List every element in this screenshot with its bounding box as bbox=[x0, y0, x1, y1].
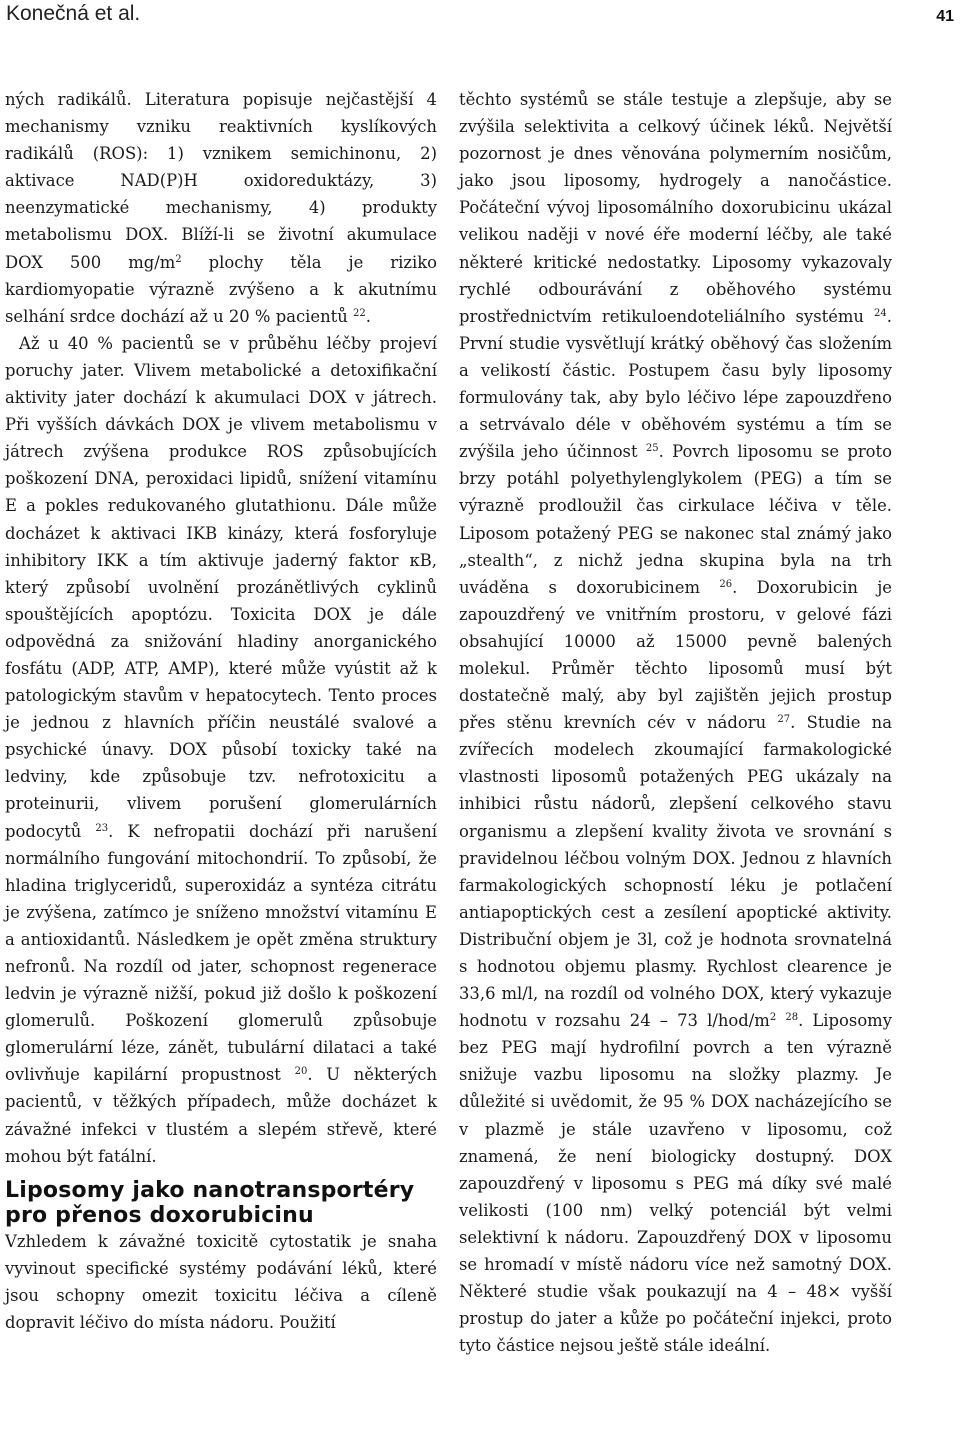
running-title: Konečná et al. bbox=[6, 2, 141, 25]
citation-20: 20 bbox=[294, 1066, 308, 1078]
paragraph-liposomal-doxorubicin: těchto systémů se stále testuje a zlepšuje, aby se zvýšila selektivita a celkový účinek léků. Největší pozornost je dnes věnována polymerním nosičům, jako jsou liposomy, hydrogely a nanočástice. Počáteční vývoj liposomálního doxorubicinu ukázal velikou naději v nové éře moderní léčby, ale také některé kritické nedostatky. Liposomy vykazovaly rychlé odbourávání z oběhového systému prostřednictvím retikuloendoteliálního systému $^{24}$. První studie vysvětlují krátký oběhový čas složením a velikostí částic. Postupem času byly liposomy formulovány tak, aby bylo léčivo lépe zapouzdřeno a setrvávalo déle v oběhovém systému a tím se zvýšila jeho účinnost $^{25}$. Povrch liposomu se proto brzy potáhl polyethylenglykolem (PEG) a tím se výrazně prodloužil čas cirkulace léčiva v těle. Liposom potažený PEG se nakonec stal známý jako „stealth“, z nichž jedna skupina byla na trh uváděna s doxorubicinem $^{26}$. Doxorubicin je zapouzdřený ve vnitřním prostoru, v gelové fázi obsahující 10000 až 15000 pevně balených molekul. Průměr těchto liposomů musí být dostatečně malý, aby byl zajištěn jejich prostup přes stěnu krevních cév v nádoru $^{27}$. Studie na zvířecích modelech zkoumající farmakologické vlastnosti liposomů potažených PEG ukázaly na inhibici růstu nádorů, zlepšení celkového stavu organismu a zlepšení kvality života ve srovnání s pravidelnou léčbou volným DOX. Jednou z hlavních farmakologických schopností léku je potlačení antiapoptických cest a zesílení apoptické aktivity. Distribuční objem je 3l, což je hodnota srovnatelná s hodnotou objemu plasmy. Rychlost clearence je 33,6 ml/l, na rozdíl od volného DOX, který vykazuje hodnotu v rozsahu 24 – 73 $l/hod/m^2$ $^{28}$. Liposomy bez PEG mají hydrofilní povrch a ten výrazně snižuje vazbu liposomu na složky plazmy. Je důležité si uvědomit, že 95 % DOX nacházejícího se v plazmě je stále uzavřeno v liposomu, což znamená, že není biologicky dostupný. DOX zapouzdřený v liposomu s PEG má díky své malé velikosti (100 nm) velký potenciál být velmi selektivní k nádoru. Zapouzdřený DOX v liposomu se hromadí v místě nádoru více než samotný DOX. Některé studie však poukazují na 4 – 48× vyšší prostup do jater a kůže po počáteční injekci, proto tyto částice nejsou ještě stále ideální. bbox=[459, 90, 893, 1356]
paragraph-liver-kidney-toxicity: Až u 40 % pacientů se v průběhu léčby projeví poruchy jater. Vlivem metabolické a detoxifikační aktivity jater dochází k akumulaci DOX v játrech. Při vyšších dávkách DOX je vlivem metabolismu v játrech zvýšena produkce ROS způsobujících poškození DNA, peroxidaci lipidů, snížení vitamínu E a pokles redukovaného glutathionu. Dále může docházet k aktivaci IKB kinázy, která fosforyluje inhibitory IKK a tím aktivuje jaderný faktor κB, který způsobí uvolnění prozánětlivých cyklinů spouštějících apoptózu. Toxicita DOX je dále odpovědná za snižování hladiny anorganického fosfátu (ADP, ATP, AMP), které může vyústit až k patologickým stavům v hepatocytech. Tento proces je jednou z hlavních příčin neustálé svalové a psychické únavy. DOX působí toxicky také na ledviny, kde způsobuje tzv. nefrotoxicitu a proteinurii, vlivem porušení glomerulárních podocytů $^{23}$. K nefropatii dochází při narušení normálního fungování mitochondrií. To způsobí, že hladina triglyceridů, superoxidáz a syntéza citrátu je zvýšena, zatímco je sníženo množství vitamínu E a antioxidantů. Následkem je opět změna struktury nefronů. Na rozdíl od jater, schopnost regenerace ledvin je výrazně nižší, pokud již došlo k poškození glomerulů. Poškození glomerulů způsobuje glomerulární léze, zánět, tubulární dilataci a také ovlivňuje kapilární propustnost $^{20}$. U některých pacientů, v těžkých případech, může docházet k závažné infekci v tlustém a slepém střevě, které mohou být fatální. bbox=[5, 333, 438, 1166]
superscript: 2 bbox=[769, 1012, 777, 1024]
citation-27: 27 bbox=[777, 714, 791, 726]
citation-24: 24 bbox=[874, 307, 887, 319]
section-heading: Liposomy jako nanotransportéry pro přenos doxorubicinu bbox=[5, 1177, 415, 1228]
left-column bbox=[5, 86, 437, 1336]
citation-28: 28 bbox=[785, 1012, 799, 1024]
paragraph-liposomes-intro: Vzhledem k závažné toxicitě cytostatik je snaha vyvinout specifické systémy podávání léků, které jsou schopny omezit toxicitu léčiva a cíleně dopravit léčivo do místa nádoru. Použití bbox=[5, 1231, 437, 1333]
citation-22: 22 bbox=[353, 307, 366, 319]
citation-26: 26 bbox=[719, 578, 733, 590]
citation-23: 23 bbox=[95, 822, 109, 834]
citation-25: 25 bbox=[645, 443, 659, 455]
superscript: 2 bbox=[175, 253, 182, 265]
page-number: 41 bbox=[936, 8, 954, 25]
paragraph-ros-cardiotoxicity: ných radikálů. Literatura popisuje nejčastější 4 mechanismy vzniku reaktivních kyslíkových radikálů (ROS): 1) vznikem semichinonu, 2) aktivace NAD(P)H oxidoreduktázy, 3) neenzymatické mechanismy, 4) produkty metabolismu DOX. Blíží-li se životní akumulace DOX 500 $mg/m^2$ plochy těla je riziko kardiomyopatie výrazně zvýšeno a k akutnímu selhání srdce dochází až u 20 % pacientů $^{22}$. bbox=[5, 90, 438, 326]
page-header bbox=[0, 0, 960, 40]
right-column bbox=[459, 86, 892, 1359]
